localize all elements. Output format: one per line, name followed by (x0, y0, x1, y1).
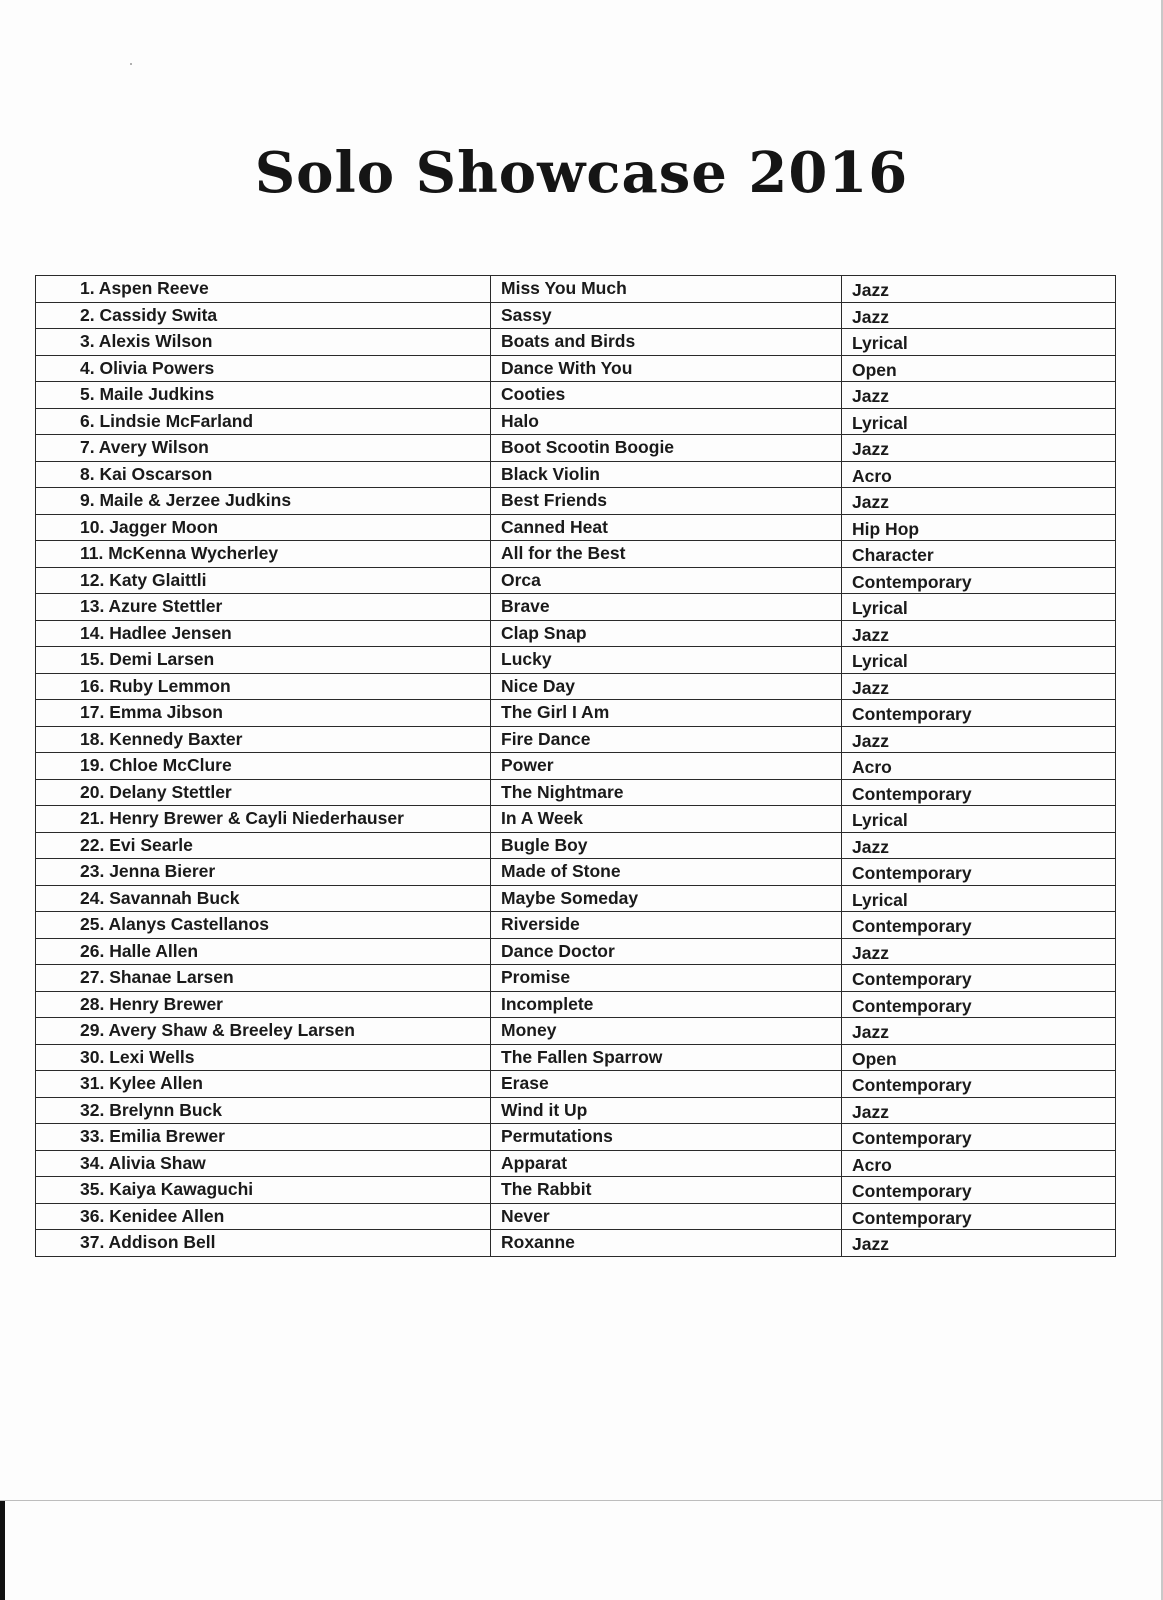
performer-cell: 32. Brelynn Buck (36, 1097, 491, 1124)
performer-cell: 6. Lindsie McFarland (36, 408, 491, 435)
style-label: Contemporary (852, 995, 972, 1016)
performer-cell: 29. Avery Shaw & Breeley Larsen (36, 1018, 491, 1045)
scan-speck (130, 63, 132, 65)
song-cell: Promise (491, 965, 842, 992)
performer-cell: 9. Maile & Jerzee Judkins (36, 488, 491, 515)
style-cell (842, 938, 1116, 965)
table-row (36, 382, 1116, 409)
scan-line-bottom (0, 1500, 1163, 1501)
performer-cell: 2. Cassidy Swita (36, 302, 491, 329)
style-cell (842, 276, 1116, 303)
table-row (36, 673, 1116, 700)
table-row (36, 700, 1116, 727)
performer-cell: 14. Hadlee Jensen (36, 620, 491, 647)
page-title: Solo Showcase 2016 (254, 140, 909, 206)
song-cell: Boats and Birds (491, 329, 842, 356)
song-cell: Fire Dance (491, 726, 842, 753)
style-cell (842, 779, 1116, 806)
style-cell (842, 541, 1116, 568)
performer-cell: 3. Alexis Wilson (36, 329, 491, 356)
table-row (36, 435, 1116, 462)
performer-cell: 35. Kaiya Kawaguchi (36, 1177, 491, 1204)
performer-cell: 34. Alivia Shaw (36, 1150, 491, 1177)
style-cell (842, 1230, 1116, 1257)
performer-cell: 30. Lexi Wells (36, 1044, 491, 1071)
table-row (36, 779, 1116, 806)
style-label: Contemporary (852, 1075, 972, 1096)
style-cell (842, 329, 1116, 356)
style-label: Lyrical (852, 810, 908, 831)
table-row (36, 1044, 1116, 1071)
style-cell (842, 382, 1116, 409)
table-row (36, 329, 1116, 356)
song-cell: Miss You Much (491, 276, 842, 303)
song-cell: Nice Day (491, 673, 842, 700)
style-label: Jazz (852, 677, 889, 698)
song-cell: Brave (491, 594, 842, 621)
style-label: Jazz (852, 836, 889, 857)
style-cell (842, 912, 1116, 939)
table-row (36, 620, 1116, 647)
song-cell: Boot Scootin Boogie (491, 435, 842, 462)
style-label: Contemporary (852, 863, 972, 884)
song-cell: All for the Best (491, 541, 842, 568)
table-row (36, 806, 1116, 833)
table-row (36, 567, 1116, 594)
song-cell: Maybe Someday (491, 885, 842, 912)
style-cell (842, 461, 1116, 488)
table-row (36, 302, 1116, 329)
style-cell (842, 806, 1116, 833)
scan-edge-left (0, 1500, 5, 1600)
table-row (36, 832, 1116, 859)
performer-cell: 19. Chloe McClure (36, 753, 491, 780)
performer-cell: 7. Avery Wilson (36, 435, 491, 462)
song-cell: Sassy (491, 302, 842, 329)
style-cell (842, 1177, 1116, 1204)
style-label: Contemporary (852, 1128, 972, 1149)
song-cell: Incomplete (491, 991, 842, 1018)
performer-cell: 37. Addison Bell (36, 1230, 491, 1257)
performer-cell: 8. Kai Oscarson (36, 461, 491, 488)
style-label: Contemporary (852, 916, 972, 937)
style-label: Lyrical (852, 651, 908, 672)
style-label: Jazz (852, 730, 889, 751)
performer-cell: 31. Kylee Allen (36, 1071, 491, 1098)
song-cell: The Fallen Sparrow (491, 1044, 842, 1071)
style-cell (842, 1044, 1116, 1071)
song-cell: The Nightmare (491, 779, 842, 806)
song-cell: Lucky (491, 647, 842, 674)
style-label: Jazz (852, 942, 889, 963)
style-cell (842, 647, 1116, 674)
style-label: Jazz (852, 1022, 889, 1043)
style-cell (842, 620, 1116, 647)
style-cell (842, 673, 1116, 700)
style-label: Jazz (852, 492, 889, 513)
song-cell: Orca (491, 567, 842, 594)
style-cell (842, 488, 1116, 515)
performer-cell: 4. Olivia Powers (36, 355, 491, 382)
table-row (36, 753, 1116, 780)
table-row (36, 912, 1116, 939)
style-cell (842, 700, 1116, 727)
table-row (36, 1177, 1116, 1204)
table-row (36, 1230, 1116, 1257)
song-cell: Never (491, 1203, 842, 1230)
style-label: Jazz (852, 280, 889, 301)
table-row (36, 1071, 1116, 1098)
style-label: Jazz (852, 1234, 889, 1255)
table-row (36, 647, 1116, 674)
performer-cell: 20. Delany Stettler (36, 779, 491, 806)
style-label: Lyrical (852, 598, 908, 619)
style-cell (842, 514, 1116, 541)
song-cell: Riverside (491, 912, 842, 939)
song-cell: Made of Stone (491, 859, 842, 886)
song-cell: Black Violin (491, 461, 842, 488)
performer-cell: 13. Azure Stettler (36, 594, 491, 621)
performer-cell: 1. Aspen Reeve (36, 276, 491, 303)
style-label: Jazz (852, 386, 889, 407)
style-cell (842, 1150, 1116, 1177)
style-cell (842, 355, 1116, 382)
style-label: Jazz (852, 306, 889, 327)
table-row (36, 726, 1116, 753)
song-cell: Power (491, 753, 842, 780)
style-label: Acro (852, 465, 892, 486)
style-cell (842, 832, 1116, 859)
song-cell: Dance Doctor (491, 938, 842, 965)
song-cell: Halo (491, 408, 842, 435)
style-label: Open (852, 359, 897, 380)
performer-cell: 10. Jagger Moon (36, 514, 491, 541)
style-label: Jazz (852, 624, 889, 645)
showcase-table (35, 275, 1116, 1257)
performer-cell: 33. Emilia Brewer (36, 1124, 491, 1151)
table-row (36, 938, 1116, 965)
table-row (36, 1018, 1116, 1045)
table-row (36, 965, 1116, 992)
style-cell (842, 726, 1116, 753)
style-label: Jazz (852, 1101, 889, 1122)
performer-cell: 26. Halle Allen (36, 938, 491, 965)
table-row (36, 1203, 1116, 1230)
performer-cell: 11. McKenna Wycherley (36, 541, 491, 568)
style-label: Contemporary (852, 1207, 972, 1228)
style-label: Contemporary (852, 571, 972, 592)
style-cell (842, 885, 1116, 912)
style-label: Lyrical (852, 412, 908, 433)
song-cell: Best Friends (491, 488, 842, 515)
song-cell: In A Week (491, 806, 842, 833)
style-cell (842, 1018, 1116, 1045)
style-cell (842, 1203, 1116, 1230)
table-row (36, 276, 1116, 303)
table-row (36, 991, 1116, 1018)
style-label: Jazz (852, 439, 889, 460)
song-cell: Dance With You (491, 355, 842, 382)
song-cell: Wind it Up (491, 1097, 842, 1124)
table-row (36, 859, 1116, 886)
style-cell (842, 753, 1116, 780)
performer-cell: 15. Demi Larsen (36, 647, 491, 674)
song-cell: Canned Heat (491, 514, 842, 541)
song-cell: Bugle Boy (491, 832, 842, 859)
song-cell: Cooties (491, 382, 842, 409)
performer-cell: 27. Shanae Larsen (36, 965, 491, 992)
performer-cell: 16. Ruby Lemmon (36, 673, 491, 700)
performer-cell: 25. Alanys Castellanos (36, 912, 491, 939)
table-row (36, 541, 1116, 568)
song-cell: The Rabbit (491, 1177, 842, 1204)
style-label: Acro (852, 757, 892, 778)
table-row (36, 355, 1116, 382)
song-cell: Roxanne (491, 1230, 842, 1257)
performer-cell: 28. Henry Brewer (36, 991, 491, 1018)
style-cell (842, 1097, 1116, 1124)
style-label: Lyrical (852, 889, 908, 910)
performer-cell: 12. Katy Glaittli (36, 567, 491, 594)
style-cell (842, 859, 1116, 886)
song-cell: Permutations (491, 1124, 842, 1151)
showcase-table-body (36, 276, 1116, 1257)
song-cell: The Girl I Am (491, 700, 842, 727)
style-cell (842, 1071, 1116, 1098)
style-cell (842, 965, 1116, 992)
style-cell (842, 408, 1116, 435)
style-label: Contemporary (852, 783, 972, 804)
song-cell: Clap Snap (491, 620, 842, 647)
performer-cell: 36. Kenidee Allen (36, 1203, 491, 1230)
table-row (36, 1097, 1116, 1124)
song-cell: Money (491, 1018, 842, 1045)
style-label: Open (852, 1048, 897, 1069)
style-cell (842, 435, 1116, 462)
style-cell (842, 567, 1116, 594)
performer-cell: 17. Emma Jibson (36, 700, 491, 727)
style-label: Character (852, 545, 934, 566)
table-row (36, 461, 1116, 488)
table-row (36, 594, 1116, 621)
style-cell (842, 991, 1116, 1018)
performer-cell: 22. Evi Searle (36, 832, 491, 859)
performer-cell: 5. Maile Judkins (36, 382, 491, 409)
style-label: Acro (852, 1154, 892, 1175)
table-row (36, 408, 1116, 435)
style-label: Contemporary (852, 704, 972, 725)
table-row (36, 514, 1116, 541)
style-label: Contemporary (852, 969, 972, 990)
performer-cell: 24. Savannah Buck (36, 885, 491, 912)
style-cell (842, 594, 1116, 621)
style-label: Lyrical (852, 333, 908, 354)
performer-cell: 21. Henry Brewer & Cayli Niederhauser (36, 806, 491, 833)
style-label: Hip Hop (852, 518, 920, 539)
style-cell (842, 1124, 1116, 1151)
table-row (36, 885, 1116, 912)
style-label: Contemporary (852, 1181, 972, 1202)
performer-cell: 23. Jenna Bierer (36, 859, 491, 886)
table-row (36, 488, 1116, 515)
table-row (36, 1124, 1116, 1151)
performer-cell: 18. Kennedy Baxter (36, 726, 491, 753)
song-cell: Erase (491, 1071, 842, 1098)
style-cell (842, 302, 1116, 329)
table-row (36, 1150, 1116, 1177)
song-cell: Apparat (491, 1150, 842, 1177)
